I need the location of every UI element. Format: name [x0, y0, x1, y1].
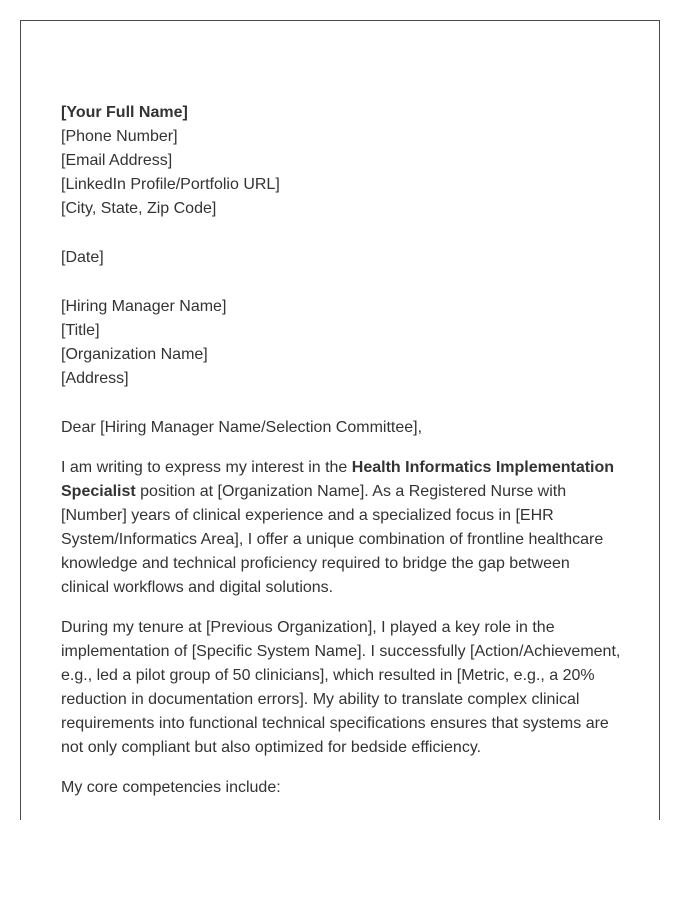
recipient-address: [Address]	[61, 370, 129, 387]
experience-line-6: not only compliant but also optimized for bedside efficiency.	[61, 739, 482, 756]
recipient-name: [Hiring Manager Name]	[61, 298, 227, 315]
sender-block	[61, 101, 626, 221]
experience-line-3: e.g., led a pilot group of 50 clinicians], which resulted in [Metric, e.g., a 20%	[61, 667, 595, 684]
intro-line-3: [Number] years of clinical experience and a specialized focus in [EHR	[61, 507, 554, 524]
document-page	[20, 20, 660, 820]
recipient-organization: [Organization Name]	[61, 346, 208, 363]
sender-city-state-zip: [City, State, Zip Code]	[61, 200, 217, 217]
intro-line-6: clinical workflows and digital solutions.	[61, 579, 334, 596]
experience-line-2: implementation of [Specific System Name]. I successfully [Action/Achievement,	[61, 643, 621, 660]
intro-line-5: knowledge and technical proficiency required to bridge the gap between	[61, 555, 570, 572]
letter-date: [Date]	[61, 249, 104, 266]
experience-line-4: reduction in documentation errors]. My ability to translate complex clinical	[61, 691, 580, 708]
recipient-block	[61, 295, 626, 391]
experience-line-1: During my tenure at [Previous Organization], I played a key role in the	[61, 619, 555, 636]
recipient-title: [Title]	[61, 322, 100, 339]
experience-line-5: requirements into functional technical specifications ensures that systems are	[61, 715, 609, 732]
letter-body	[61, 101, 626, 800]
sender-linkedin: [LinkedIn Profile/Portfolio URL]	[61, 176, 280, 193]
position-title-part2: Specialist	[61, 483, 136, 500]
sender-email: [Email Address]	[61, 152, 173, 169]
competencies-intro: My core competencies include:	[61, 779, 281, 796]
position-title-part1: Health Informatics Implementation	[351, 459, 615, 476]
sender-full-name: [Your Full Name]	[61, 104, 188, 121]
intro-text-cont: position at [Organization Name]. As a Registered Nurse with	[135, 483, 567, 500]
intro-line-4: System/Informatics Area], I offer a unique combination of frontline healthcare	[61, 531, 604, 548]
intro-text: I am writing to express my interest in the	[61, 459, 352, 476]
sender-phone: [Phone Number]	[61, 128, 178, 145]
paragraph-intro	[61, 456, 626, 600]
paragraph-experience	[61, 616, 626, 760]
salutation: Dear [Hiring Manager Name/Selection Committee],	[61, 419, 423, 436]
